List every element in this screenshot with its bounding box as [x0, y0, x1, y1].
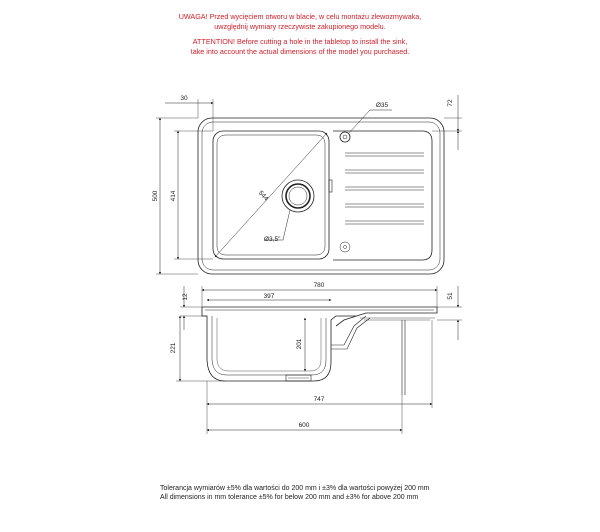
- tolerance-en: All dimensions in mm tolerance ±5% for below 200 mm and ±3% for above 200 mm: [160, 494, 419, 501]
- dim-500-label: 500: [152, 190, 159, 202]
- dim-drain-label: Ø3,5": [264, 236, 281, 243]
- tap-hole-top: [340, 132, 350, 142]
- bowl-section-outer: [202, 307, 356, 381]
- dim-30-label: 30: [180, 95, 188, 102]
- dim-747-label: 747: [313, 396, 325, 403]
- dim-51-label: 51: [447, 292, 454, 300]
- drain-ring: [286, 184, 310, 208]
- dim-780-label: 780: [313, 282, 325, 289]
- tap-hole-bottom: [340, 242, 350, 252]
- side-view: [176, 286, 462, 434]
- dim-201-label: 201: [296, 338, 303, 350]
- bowl-section-inner: [212, 316, 326, 375]
- dim-414-label: 414: [170, 190, 177, 202]
- dim-72-label: 72: [447, 99, 454, 107]
- top-view: [156, 95, 462, 274]
- warning-pl-line2: uwzględnij wymiary rzeczywiste zakupionego modelu.: [214, 22, 386, 31]
- leader-hole-diameter: [349, 110, 392, 133]
- dim-221-label: 221: [170, 342, 177, 354]
- tolerance-pl: Tolerancja wymiarów ±5% dla wartości do 200 mm i ±3% dla wartości powyżej 200 mm: [160, 485, 430, 492]
- dim-397-label: 397: [263, 293, 275, 300]
- dim-544-label: 544: [256, 189, 270, 203]
- drainboard-grooves: [345, 153, 424, 224]
- dim-hole-diameter-label: Ø35: [375, 102, 389, 109]
- sink-outline-inner: [202, 122, 440, 270]
- warning-en-line1: ATTENTION! Before cutting a hole in the tabletop to install the sink,: [192, 37, 408, 46]
- overflow-pipe: [331, 316, 366, 345]
- overflow-slot: [329, 180, 332, 192]
- drainboard-outline: [333, 131, 432, 260]
- warning-en-line2: take into account the actual dimensions of the model you purchased.: [190, 47, 410, 56]
- sink-outline-outer: [198, 118, 444, 274]
- dim-600-label: 600: [298, 422, 310, 429]
- warning-pl-line1: UWAGA! Przed wycięciem otworu w blacie, w celu montażu zlewozmywaka,: [178, 12, 422, 21]
- drain-inner: [289, 187, 307, 205]
- dim-12-label: 12: [182, 293, 189, 301]
